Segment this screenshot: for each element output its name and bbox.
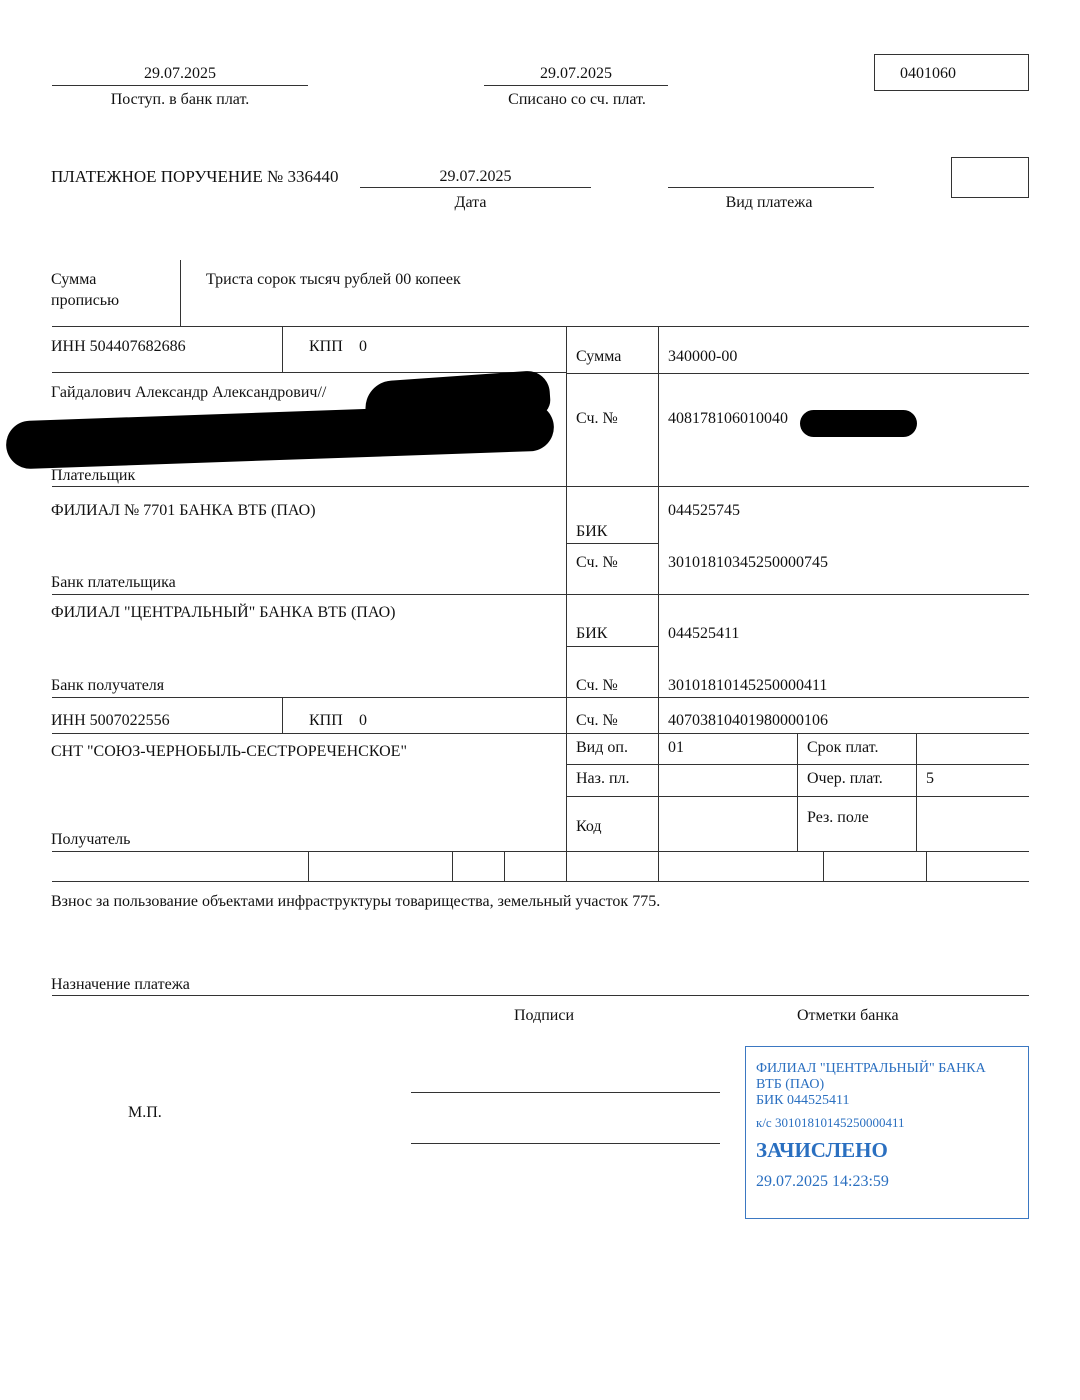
recipient-bottom-line [52, 851, 1029, 852]
sum-line [566, 373, 1029, 374]
recipient-bank-bik-line [566, 646, 658, 647]
recipient-label: Получатель [51, 831, 131, 848]
bank-marks-label: Отметки банка [797, 1007, 899, 1024]
recipient-inn-line [52, 733, 1029, 734]
payer-kpp-label: КПП [309, 338, 343, 355]
priority-value: 5 [926, 770, 934, 787]
reserve-label: Рез. поле [807, 809, 869, 826]
priority-label: Очер. плат. [807, 770, 883, 787]
op-type-label: Вид оп. [576, 739, 628, 756]
stamp-bik: БИК 044525411 [756, 1093, 850, 1108]
debited-label: Списано со сч. плат. [508, 91, 646, 108]
order-date-line [360, 187, 591, 188]
due-label: Срок плат. [807, 739, 879, 756]
payment-type-line [668, 187, 874, 188]
stamp-bank-line-1: ФИЛИАЛ "ЦЕНТРАЛЬНЫЙ" БАНКА [756, 1061, 986, 1076]
received-date: 29.07.2025 [144, 65, 216, 82]
payer-bank-bik-line [566, 543, 658, 544]
payer-account-value: 408178106010040 [668, 410, 788, 427]
signatures-label: Подписи [514, 1007, 575, 1024]
payer-bottom-line [52, 486, 1029, 487]
payer-bank-label: Банк плательщика [51, 574, 176, 591]
stamp-status: ЗАЧИСЛЕНО [756, 1138, 888, 1162]
purpose-label: Назначение платежа [51, 976, 190, 993]
payer-bank-name: ФИЛИАЛ № 7701 БАНКА ВТБ (ПАО) [51, 502, 316, 519]
order-date: 29.07.2025 [439, 168, 512, 185]
redaction-mark [5, 402, 554, 469]
codes-divider-1 [797, 733, 798, 852]
seal-label: М.П. [128, 1104, 162, 1121]
purpose-code-label: Наз. пл. [576, 770, 630, 787]
payer-name: Гайдалович Александр Александрович// [51, 384, 327, 401]
amount-words-label-1: Сумма [51, 271, 97, 288]
debited-date: 29.07.2025 [540, 65, 612, 82]
bank-stamp [745, 1046, 1029, 1219]
recipient-bank-name: ФИЛИАЛ "ЦЕНТРАЛЬНЫЙ" БАНКА ВТБ (ПАО) [51, 604, 396, 621]
payer-account-label: Сч. № [576, 410, 618, 427]
recipient-bank-label: Банк получателя [51, 677, 165, 694]
code-label: Код [576, 818, 602, 835]
op-type-value: 01 [668, 739, 684, 756]
tax-field-divider-3 [504, 851, 505, 881]
tax-fields-bottom-line [52, 881, 1029, 882]
payer-inn-divider [282, 326, 283, 372]
amount-words-divider [180, 260, 181, 326]
payer-kpp-value: 0 [359, 338, 367, 355]
stamp-bank-line-2: ВТБ (ПАО) [756, 1077, 825, 1092]
recipient-bank-bottom-line [52, 697, 1029, 698]
payer-label: Плательщик [51, 467, 136, 484]
payment-type-label: Вид платежа [725, 194, 813, 211]
recipient-bank-bik-value: 044525411 [668, 625, 740, 642]
recipient-inn-divider [282, 697, 283, 733]
payer-bank-bottom-line [52, 594, 1029, 595]
payer-sum-label: Сумма [576, 348, 622, 365]
tax-field-divider-6 [926, 851, 927, 881]
amount-words-label-2: прописью [51, 292, 120, 309]
tax-field-divider-5 [823, 851, 824, 881]
payer-bank-bik-label: БИК [576, 523, 608, 540]
payer-bank-account-label: Сч. № [576, 554, 618, 571]
form-code-box [874, 54, 1029, 91]
tax-field-divider-2 [452, 851, 453, 881]
empty-code-box [951, 157, 1029, 198]
amount-words-value: Триста сорок тысяч рублей 00 копеек [206, 271, 461, 288]
recipient-name: СНТ "СОЮЗ-ЧЕРНОБЫЛЬ-СЕСТРОРЕЧЕНСКОЕ" [51, 743, 407, 760]
received-label: Поступ. в банк плат. [110, 91, 250, 108]
payer-sum-value: 340000-00 [668, 348, 738, 365]
recipient-bank-bik-label: БИК [576, 625, 608, 642]
grid-col-value-left [658, 326, 659, 881]
order-date-label: Дата [454, 194, 487, 211]
recipient-bank-account-value: 30101810145250000411 [668, 677, 828, 694]
stamp-corr-account: к/с 30101810145250000411 [756, 1115, 905, 1130]
form-code: 0401060 [900, 65, 956, 82]
redaction-mark [800, 410, 917, 437]
purpose-text: Взнос за пользование объектами инфраструктуры товарищества, земельный участок 775. [51, 893, 661, 910]
signature-line-2 [411, 1143, 720, 1144]
recipient-inn: ИНН 5007022556 [51, 712, 170, 729]
stamp-datetime: 29.07.2025 14:23:59 [756, 1173, 889, 1190]
payer-bank-bik-value: 044525745 [668, 502, 740, 519]
codes-divider-2 [916, 733, 917, 852]
recipient-kpp-value: 0 [359, 712, 367, 729]
purpose-line [52, 995, 1029, 996]
recipient-kpp-label: КПП [309, 712, 343, 729]
recipient-account-label: Сч. № [576, 712, 618, 729]
recipient-bank-account-label: Сч. № [576, 677, 618, 694]
received-date-line [52, 85, 308, 86]
recipient-account-value: 40703810401980000106 [668, 712, 828, 729]
order-title: ПЛАТЕЖНОЕ ПОРУЧЕНИЕ № 336440 [51, 167, 339, 186]
grid-line-top [52, 326, 1029, 327]
debited-date-line [484, 85, 668, 86]
signature-line-1 [411, 1092, 720, 1093]
payer-inn: ИНН 504407682686 [51, 338, 186, 355]
tax-field-divider-1 [308, 851, 309, 881]
payer-bank-account-value: 30101810345250000745 [668, 554, 828, 571]
tax-field-divider-4 [566, 851, 567, 881]
grid-col-label-left [566, 326, 567, 852]
